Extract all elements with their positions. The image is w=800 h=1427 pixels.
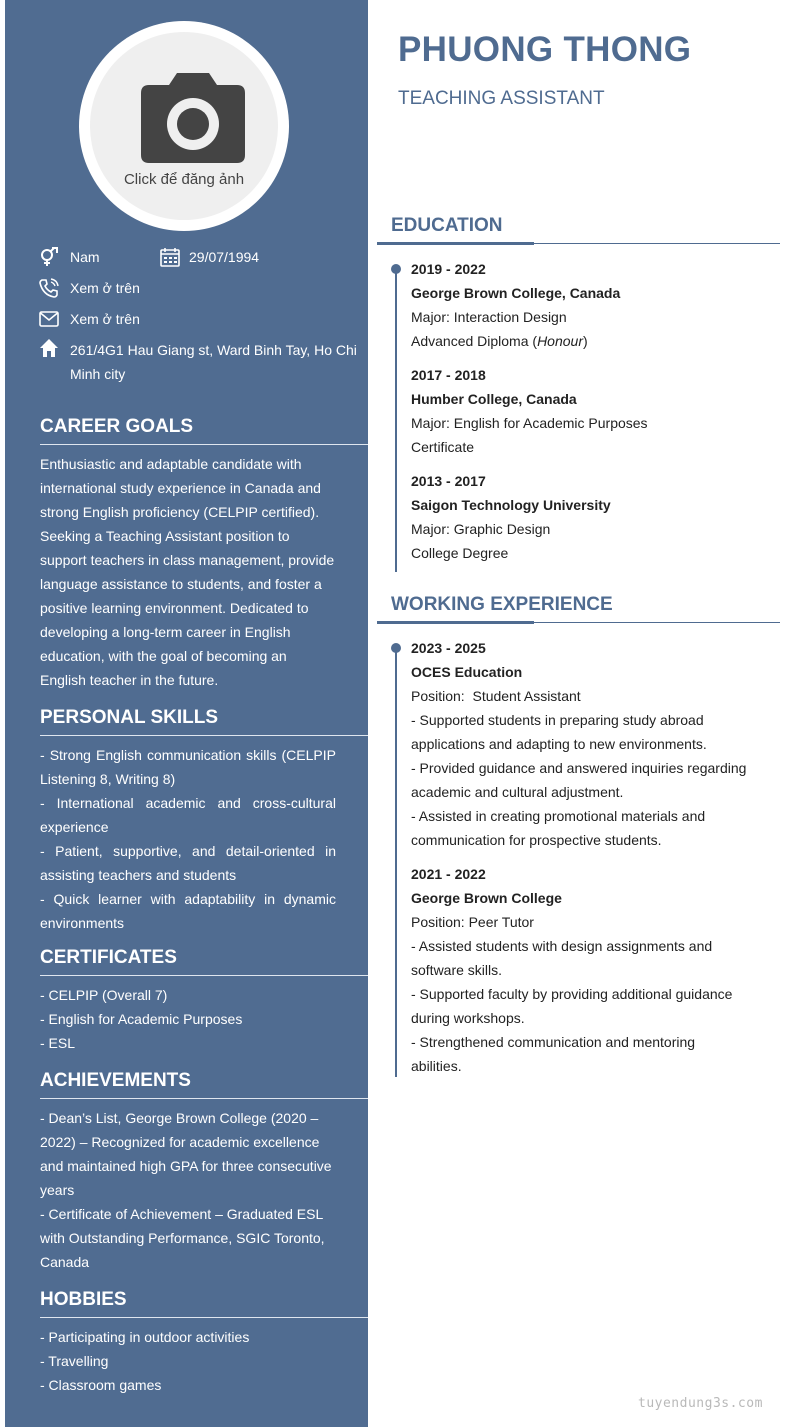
avatar-caption: Click để đăng ảnh	[123, 171, 245, 188]
experience-company: OCES Education	[411, 664, 523, 680]
career-goals-line: education, with the goal of becoming an	[40, 648, 287, 664]
career-goals-line: Seeking a Teaching Assistant position to	[40, 528, 290, 544]
skill-item: - Quick learner with adaptability in dynamic environments	[40, 891, 336, 931]
career-goals-line: positive learning environment. Dedicated to	[40, 600, 309, 616]
skill-item: - Strong English communication skills (CELPIP Listening 8, Writing 8)	[40, 747, 336, 787]
education-period: 2019 - 2022	[411, 261, 486, 277]
certificates-heading: CERTIFICATES	[40, 947, 368, 976]
education-degree: Certificate	[411, 439, 475, 455]
career-goals-line: Enthusiastic and adaptable candidate with	[40, 456, 302, 472]
experience-line: during workshops.	[411, 1010, 525, 1026]
achievement-line: - Certificate of Achievement – Graduated ESL	[40, 1206, 324, 1222]
mail-icon	[39, 309, 59, 329]
education-entry	[411, 257, 771, 353]
experience-heading: WORKING EXPERIENCE	[391, 594, 613, 615]
gender-value: Nam	[70, 249, 100, 265]
experience-line: applications and adapting to new environments.	[411, 736, 707, 752]
achievement-line: Canada	[40, 1254, 90, 1270]
achievements-heading: ACHIEVEMENTS	[40, 1070, 368, 1099]
address-line: Minh city	[70, 366, 126, 382]
education-period: 2017 - 2018	[411, 367, 486, 383]
sidebar	[5, 0, 368, 1427]
divider-accent	[377, 621, 534, 624]
education-entry	[411, 469, 771, 565]
home-icon	[39, 338, 59, 358]
experience-period: 2021 - 2022	[411, 866, 486, 882]
watermark: tuyendung3s.com	[638, 1396, 763, 1411]
career-goals-line: strong English proficiency (CELPIP certified).	[40, 504, 320, 520]
education-degree: College Degree	[411, 545, 509, 561]
experience-entry	[411, 636, 771, 852]
experience-divider	[377, 622, 780, 623]
divider-accent	[377, 242, 534, 245]
career-goals-line: developing a long-term career in English	[40, 624, 291, 640]
education-major: Major: Graphic Design	[411, 521, 551, 537]
phone-icon	[39, 278, 59, 298]
gender-icon	[39, 247, 59, 267]
personal-skills-list	[40, 743, 336, 935]
achievement-line: years	[40, 1182, 75, 1198]
experience-line: - Assisted in creating promotional materials and	[411, 808, 706, 824]
achievement-line: - Dean’s List, George Brown College (2020 –	[40, 1110, 319, 1126]
career-goals-line: English teacher in the future.	[40, 672, 219, 688]
hobby-item: - Classroom games	[40, 1377, 162, 1393]
address-value	[70, 338, 360, 386]
achievement-line: and maintained high GPA for three consecutive	[40, 1158, 332, 1174]
personal-skills-heading: PERSONAL SKILLS	[40, 707, 368, 736]
skill-item: - International academic and cross-cultural experience	[40, 795, 336, 835]
career-goals-line: support teachers in class management, provide	[40, 552, 335, 568]
hobby-item: - Travelling	[40, 1353, 109, 1369]
experience-timeline	[395, 645, 397, 1077]
experience-entry	[411, 862, 771, 1078]
experience-line: academic and cultural adjustment.	[411, 784, 624, 800]
candidate-name: PHUONG THONG	[398, 30, 692, 69]
calendar-icon	[160, 247, 180, 267]
education-period: 2013 - 2017	[411, 473, 486, 489]
address-line: 261/4G1 Hau Giang st, Ward Binh Tay, Ho Chi	[70, 342, 357, 358]
camera-icon	[139, 71, 247, 165]
certificate-item: - English for Academic Purposes	[40, 1011, 243, 1027]
certificate-item: - ESL	[40, 1035, 76, 1051]
certificate-item: - CELPIP (Overall 7)	[40, 987, 168, 1003]
avatar-upload[interactable]	[79, 21, 289, 231]
timeline-dot	[391, 264, 401, 274]
career-goals-text	[40, 452, 336, 692]
experience-role: Position: Student Assistant	[411, 688, 581, 704]
degree-prefix: Advanced Diploma (	[411, 333, 538, 349]
education-school: Humber College, Canada	[411, 391, 577, 407]
experience-role: Position: Peer Tutor	[411, 914, 534, 930]
experience-line: software skills.	[411, 962, 503, 978]
skill-item: - Patient, supportive, and detail-oriented in assisting teachers and students	[40, 843, 336, 883]
experience-line: - Provided guidance and answered inquiries regarding	[411, 760, 747, 776]
degree-suffix: )	[582, 333, 588, 349]
experience-line: communication for prospective students.	[411, 832, 662, 848]
education-degree	[411, 329, 771, 353]
experience-line: - Strengthened communication and mentoring	[411, 1034, 696, 1050]
achievements-text	[40, 1106, 336, 1274]
experience-line: abilities.	[411, 1058, 462, 1074]
timeline-dot	[391, 643, 401, 653]
experience-company: George Brown College	[411, 890, 562, 906]
experience-line: - Assisted students with design assignments and	[411, 938, 713, 954]
achievement-line: with Outstanding Performance, SGIC Toronto,	[40, 1230, 325, 1246]
education-divider	[377, 243, 780, 244]
education-heading: EDUCATION	[391, 215, 503, 236]
education-school: Saigon Technology University	[411, 497, 611, 513]
education-major: Major: English for Academic Purposes	[411, 415, 648, 431]
education-school: George Brown College, Canada	[411, 285, 621, 301]
experience-line: - Supported students in preparing study abroad	[411, 712, 704, 728]
hobby-item: - Participating in outdoor activities	[40, 1329, 250, 1345]
hobbies-list	[40, 1325, 336, 1397]
education-timeline	[395, 266, 397, 572]
education-entry	[411, 363, 771, 459]
candidate-position: TEACHING ASSISTANT	[398, 88, 605, 109]
hobbies-heading: HOBBIES	[40, 1289, 368, 1318]
education-major: Major: Interaction Design	[411, 309, 567, 325]
career-goals-heading: CAREER GOALS	[40, 416, 368, 445]
birthday-value: 29/07/1994	[189, 249, 260, 265]
career-goals-line: language assistance to students, and foster a	[40, 576, 322, 592]
phone-value: Xem ở trên	[70, 280, 140, 296]
career-goals-line: international study experience in Canada and	[40, 480, 321, 496]
achievement-line: 2022) – Recognized for academic excellence	[40, 1134, 320, 1150]
experience-line: - Supported faculty by providing additional guidance	[411, 986, 733, 1002]
email-value: Xem ở trên	[70, 311, 140, 327]
experience-period: 2023 - 2025	[411, 640, 486, 656]
avatar-placeholder[interactable]	[90, 32, 278, 220]
degree-emphasis: Honour	[537, 333, 583, 349]
certificates-list	[40, 983, 336, 1055]
